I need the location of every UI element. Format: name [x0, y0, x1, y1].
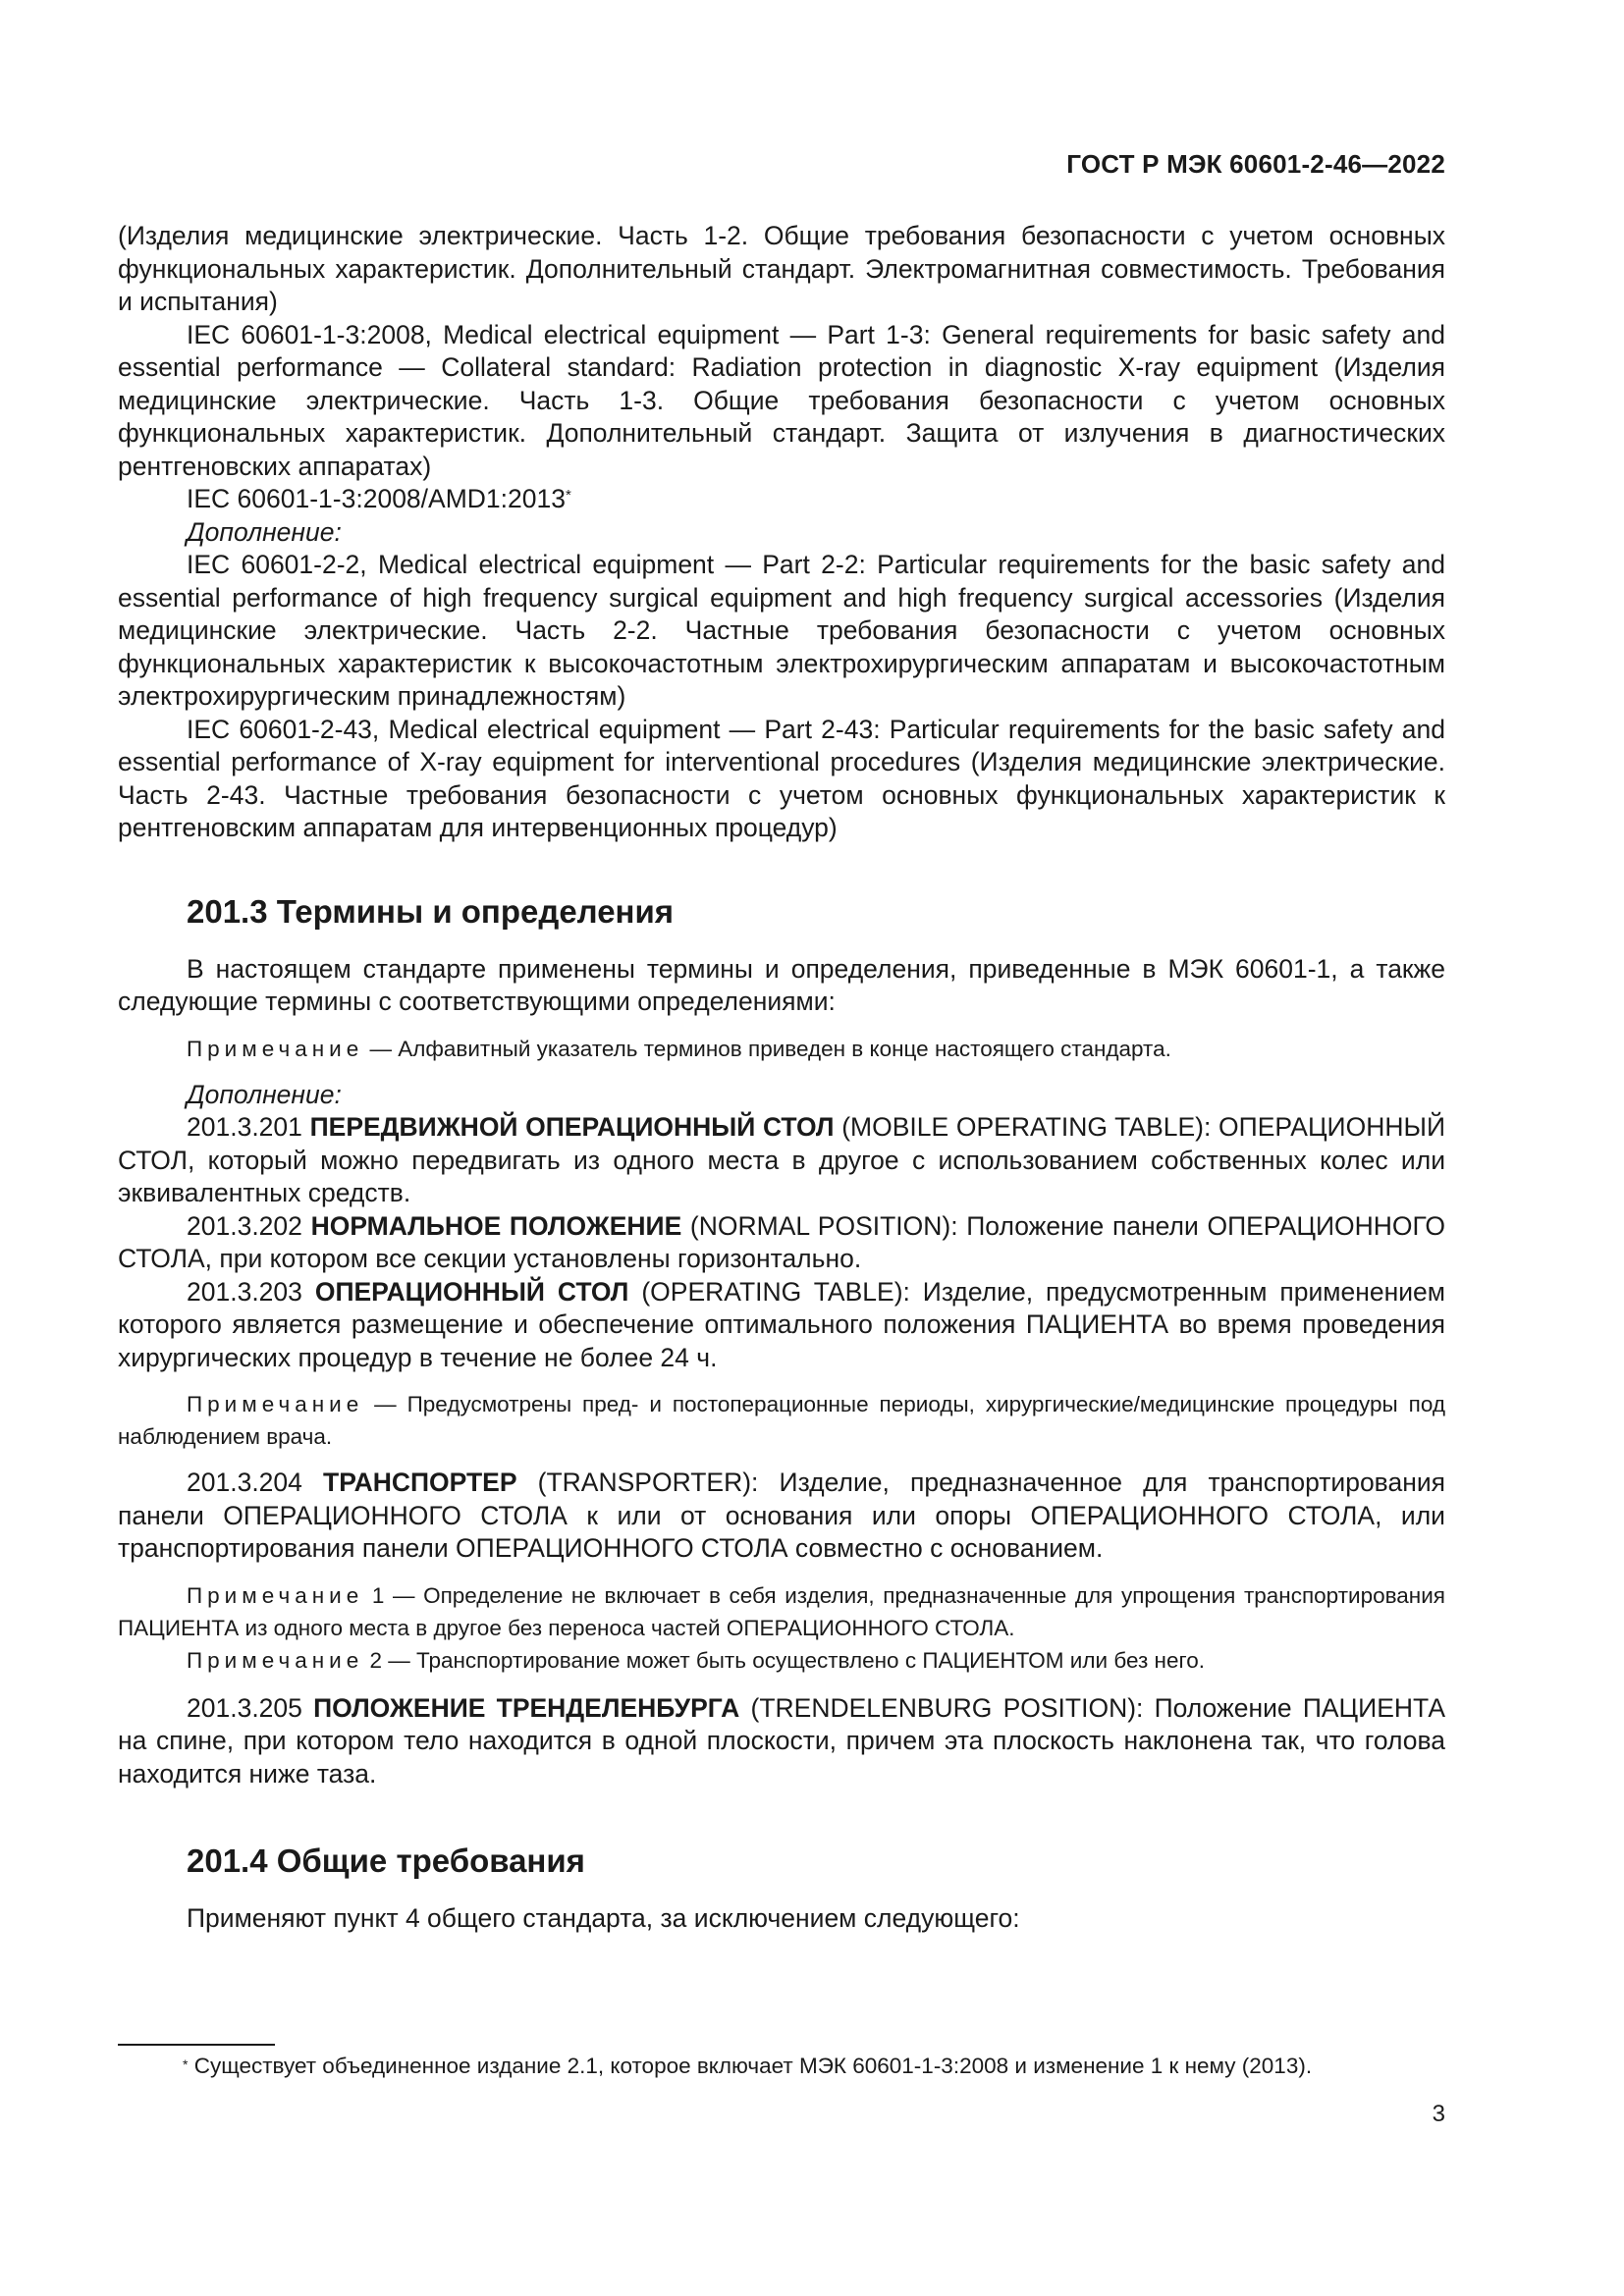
- term-number: 201.3.205: [187, 1692, 314, 1723]
- note-term-204-2: [118, 1644, 1445, 1677]
- note-label: Примечание: [187, 1582, 364, 1608]
- document-page: [118, 0, 1445, 2296]
- note-label: Примечание: [187, 1392, 364, 1416]
- footnote-text: Существует объединенное издание 2.1, которое включает МЭК 60601-1-3:2008 и изменение 1 к нему (2013).: [188, 2054, 1313, 2078]
- term-201-3-205: [118, 1692, 1445, 1791]
- footnote-reference[interactable]: *: [565, 487, 571, 504]
- addition-label-2: Дополнение:: [187, 1079, 342, 1109]
- term-name: ОПЕРАЦИОННЫЙ СТОЛ: [314, 1276, 629, 1307]
- term-number: 201.3.203: [187, 1276, 315, 1307]
- footnote: [183, 2052, 1312, 2081]
- note-terms-index: [118, 1033, 1445, 1065]
- section-201-4-text: Применяют пункт 4 общего стандарта, за исключением следующего:: [187, 1903, 1020, 1933]
- term-definition: (TRENDELENBURG POSITION): Положение ПАЦИЕНТА на спине, при котором тело находится в одной плоскости, причем эта плоскость наклонена так, что голова находится ниже таза.: [118, 1692, 1445, 1789]
- term-definition: (NORMAL POSITION): Положение панели ОПЕРАЦИОННОГО СТОЛА, при котором все секции установлены горизонтально.: [118, 1210, 1445, 1273]
- document-header: ГОСТ Р МЭК 60601-2-46—2022: [1066, 149, 1445, 179]
- paragraph-p4: IEC 60601-2-2, Medical electrical equipment — Part 2-2: Particular requirements for the basic safety and essential performance of high frequency surgical equipment and high frequency surgical accessories (Изделия медицинские электрические. Часть 2-2. Частные требования безопасности с учетом основных функциональных характеристик к высокочастотным электрохирургическим аппаратам и высокочастотным электрохирургическим принадлежностям): [118, 550, 1445, 711]
- term-definition: (TRANSPORTER): Изделие, предназначенное для транспортирования панели ОПЕРАЦИОННОГО СТОЛА к или от основания или опоры ОПЕРАЦИОННОГО СТОЛА, или транспортирования панели ОПЕРАЦИОННОГО СТОЛА совместно с основанием.: [118, 1468, 1445, 1563]
- note-text: 2 — Транспортирование может быть осуществлено с ПАЦИЕНТОМ или без него.: [363, 1647, 1205, 1673]
- term-name: НОРМАЛЬНОЕ ПОЛОЖЕНИЕ: [310, 1210, 682, 1241]
- section-heading-201-4: 201.4 Общие требования: [187, 1842, 585, 1879]
- term-201-3-202: [118, 1210, 1445, 1276]
- paragraph-p2: IEC 60601-1-3:2008, Medical electrical equipment — Part 1-3: General requirements for basic safety and essential performance — Collateral standard: Radiation protection in diagnostic X-ray equipment (Изделия медицинские электрические. Часть 1-3. Общие требования безопасности с учетом основных функциональных характеристик. Дополнительный стандарт. Защита от излучения в диагностических рентгеновских аппаратах): [118, 319, 1445, 481]
- term-name: ПОЛОЖЕНИЕ ТРЕНДЕЛЕНБУРГА: [313, 1692, 740, 1723]
- paragraph-p1: (Изделия медицинские электрические. Часть 1-2. Общие требования безопасности с учетом основных функциональных характеристик. Дополнительный стандарт. Электромагнитная совместимость. Требования и испытания): [118, 221, 1445, 316]
- section-heading-201-3: 201.3 Термины и определения: [187, 892, 675, 930]
- note-text: 1 — Определение не включает в себя изделия, предназначенные для упрощения транспортирования ПАЦИЕНТА из одного места в другое без переноса частей ОПЕРАЦИОННОГО СТОЛА.: [118, 1582, 1445, 1640]
- term-number: 201.3.202: [187, 1210, 311, 1241]
- paragraph-p3: [118, 483, 1445, 516]
- reference-iec-60601-1-3-amd1: IEC 60601-1-3:2008/AMD1:2013: [187, 484, 566, 513]
- note-text: — Алфавитный указатель терминов приведен в конце настоящего стандарта.: [363, 1036, 1171, 1061]
- section-201-3-intro: В настоящем стандарте применены термины и определения, приведенные в МЭК 60601-1, а также следующие термины с соответствующими определениями:: [118, 953, 1445, 1016]
- addition-label: Дополнение:: [187, 516, 342, 547]
- term-201-3-204: [118, 1467, 1445, 1566]
- term-201-3-201: [118, 1111, 1445, 1210]
- footnote-mark: *: [183, 2056, 189, 2072]
- term-number: 201.3.201: [187, 1112, 310, 1142]
- term-name: ТРАНСПОРТЕР: [323, 1468, 517, 1497]
- term-definition: (OPERATING TABLE): Изделие, предусмотренным применением которого является размещение и обеспечение оптимального положения ПАЦИЕНТА во время проведения хирургических процедур в течение не более 24 ч.: [118, 1276, 1445, 1372]
- paragraph-p5: IEC 60601-2-43, Medical electrical equipment — Part 2-43: Particular requirements for the basic safety and essential performance of X-ray equipment for interventional procedures (Изделия медицинские электрические. Часть 2-43. Частные требования безопасности с учетом основных функциональных характеристик к рентгеновским аппаратам для интервенционных процедур): [118, 714, 1445, 842]
- note-term-204-1: [118, 1579, 1445, 1644]
- note-label: Примечание: [187, 1647, 364, 1673]
- note-term-203: [118, 1388, 1445, 1453]
- document-body: [118, 220, 1445, 1936]
- term-name: ПЕРЕДВИЖНОЙ ОПЕРАЦИОННЫЙ СТОЛ: [309, 1112, 835, 1142]
- page-number: 3: [1432, 2101, 1445, 2127]
- term-201-3-203: [118, 1276, 1445, 1375]
- term-number: 201.3.204: [187, 1468, 324, 1497]
- note-text: — Предусмотрены пред- и постоперационные периоды, хирургические/медицинские процедуры под наблюдением врача.: [118, 1392, 1445, 1449]
- note-label: Примечание: [187, 1036, 364, 1061]
- footnote-divider: [118, 2044, 275, 2046]
- term-definition: (MOBILE OPERATING TABLE): ОПЕРАЦИОННЫЙ СТОЛ, который можно передвигать из одного места в другое с использованием собственных колес или эквивалентных средств.: [118, 1112, 1445, 1207]
